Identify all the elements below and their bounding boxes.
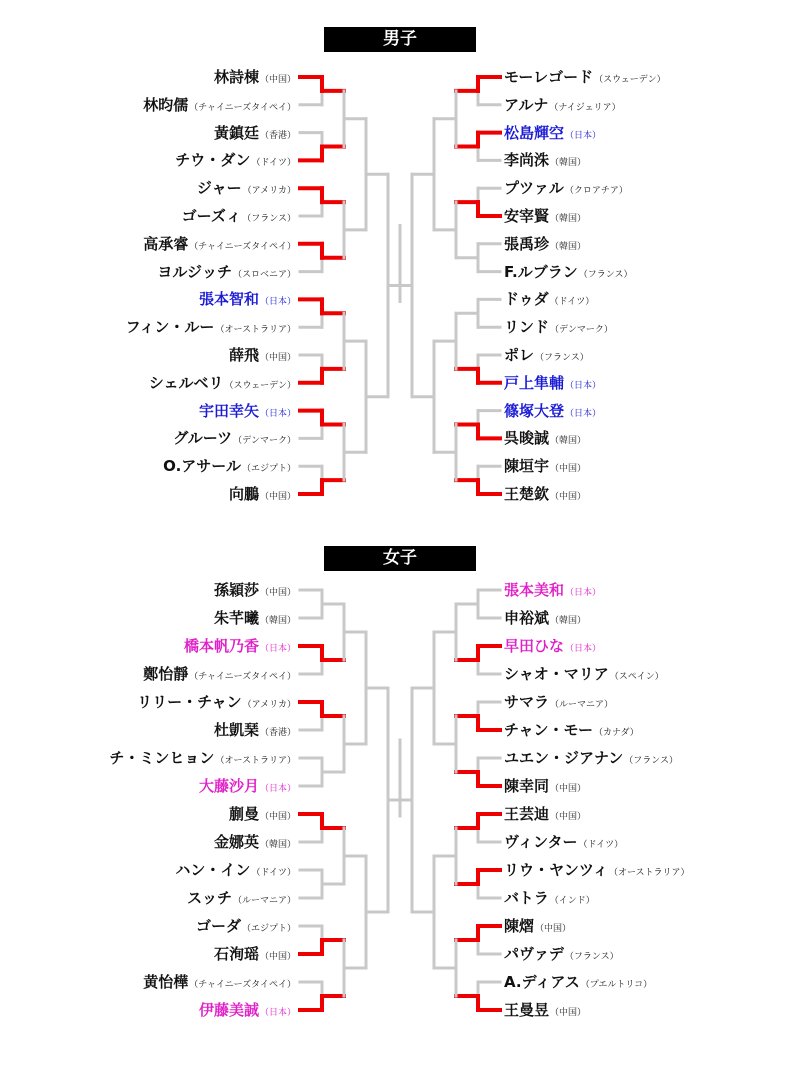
player-country: （中国） (259, 588, 296, 598)
player-country: （オーストラリア） (608, 868, 690, 878)
player-name: 戸上隼輔 (504, 373, 565, 392)
player-country: （チャイニーズタイペイ） (189, 672, 296, 682)
player-name: 石洵瑶 (213, 945, 259, 963)
player-name: シェルベリ (148, 373, 224, 392)
women-right-player (504, 692, 613, 712)
men-right-player (504, 67, 666, 87)
player-name: 林詩棟 (213, 68, 259, 86)
men-left-player (229, 484, 296, 504)
player-name: 李尚洙 (504, 151, 550, 170)
player-name: 王芸迪 (504, 805, 550, 823)
women-left-player (214, 720, 296, 740)
men-right-player (504, 234, 586, 254)
player-name: 陳熠 (504, 917, 535, 935)
player-country: （アメリカ） (242, 700, 296, 710)
men-right-player (504, 206, 586, 226)
player-name: グルーツ (173, 429, 233, 448)
player-name: チャン・モー (504, 721, 593, 739)
player-name: ヴィンター (504, 833, 578, 851)
player-name: ドゥダ (504, 290, 549, 309)
player-country: （中国） (259, 353, 296, 363)
player-name: 張禹珍 (504, 234, 550, 253)
player-name: ヨルジッチ (157, 262, 232, 281)
men-right-player (504, 484, 586, 504)
women-right-player (504, 636, 601, 656)
player-name: 黃鎮廷 (213, 123, 259, 142)
men-right-player (504, 95, 621, 115)
women-left-player (214, 608, 296, 628)
player-name: アルナ (504, 95, 549, 114)
player-country: （フランス） (535, 353, 589, 363)
men-right-player (504, 401, 601, 421)
player-country: （中国） (259, 952, 296, 962)
player-country: （香港） (259, 728, 296, 738)
men-right-player (504, 289, 594, 309)
player-name: 金娜英 (213, 833, 259, 851)
player-country: （オーストラリア） (215, 325, 296, 336)
player-country: （中国） (535, 924, 572, 934)
player-country: （中国） (550, 784, 587, 794)
player-country: （ドイツ） (251, 158, 296, 169)
player-name: 朱芊曦 (213, 609, 259, 627)
player-name: ユエン・ジアナン (504, 749, 624, 767)
player-name: 高承睿 (143, 234, 189, 253)
player-name: 薛飛 (228, 346, 259, 364)
player-name: 杜凱琹 (213, 721, 259, 739)
women-section-header: 女子 (324, 546, 476, 571)
player-name: A.ディアス (504, 973, 580, 991)
women-left-player (143, 664, 296, 684)
player-country: （日本） (565, 380, 602, 391)
women-right-player (504, 888, 595, 908)
player-country: （韓国） (550, 616, 587, 626)
player-country: （ルーマニア） (232, 896, 296, 906)
player-country: （チャイニーズタイペイ） (189, 102, 296, 113)
player-country: （エジプト） (241, 924, 296, 934)
player-country: （日本） (565, 644, 602, 654)
player-country: （クロアチア） (564, 186, 628, 197)
men-right-player (504, 345, 589, 365)
men-left-player (214, 67, 296, 87)
women-left-player (229, 804, 296, 824)
player-name: ジャー (196, 179, 242, 198)
women-right-player (504, 664, 664, 684)
player-name: リンド (504, 318, 550, 337)
player-country: （韓国） (550, 436, 587, 447)
player-country: （日本） (259, 408, 296, 419)
player-country: （日本） (565, 588, 602, 598)
men-right-player (504, 428, 586, 448)
player-name: ハン・イン (175, 861, 251, 879)
women-left-player (137, 692, 296, 712)
men-section-header: 男子 (324, 27, 476, 52)
player-name: リリー・チャン (137, 693, 242, 711)
men-right-player (504, 123, 601, 143)
women-right-player (504, 916, 571, 936)
player-name: 張本美和 (504, 581, 565, 599)
player-country: （中国） (259, 75, 296, 85)
player-country: （韓国） (550, 214, 587, 224)
player-country: （フランス） (242, 214, 296, 224)
men-right-player (504, 317, 613, 337)
men-left-player (157, 262, 296, 282)
player-name: 陳垣宇 (504, 457, 550, 476)
player-country: （インド） (549, 896, 595, 906)
player-country: （韓国） (550, 241, 587, 252)
men-left-player (175, 150, 296, 170)
player-country: （チャイニーズタイペイ） (189, 980, 296, 990)
men-left-player (173, 428, 296, 448)
player-name: スッチ (187, 889, 232, 907)
women-right-player (504, 776, 586, 796)
women-left-player (214, 944, 296, 964)
men-left-player (182, 206, 296, 226)
player-country: （ドイツ） (578, 840, 624, 850)
player-name: 松島輝空 (504, 123, 565, 142)
player-name: ゴーダ (195, 917, 241, 935)
player-name: F.ルブラン (504, 262, 578, 281)
player-country: （日本） (259, 297, 296, 308)
women-left-player (199, 776, 296, 796)
player-country: （香港） (259, 130, 296, 141)
player-name: 宇田幸矢 (198, 401, 259, 420)
player-name: O.アサール (163, 457, 241, 476)
player-name: プツァル (504, 179, 564, 198)
player-country: （中国） (259, 492, 296, 502)
player-country: （中国） (550, 1008, 587, 1018)
women-left-player (196, 916, 296, 936)
women-left-player (143, 972, 296, 992)
player-country: （日本） (565, 130, 602, 141)
player-name: 王楚欽 (504, 485, 550, 503)
men-right-player (504, 150, 586, 170)
men-right-player (504, 456, 586, 476)
player-name: パヴァデ (504, 945, 564, 963)
player-country: （デンマーク） (550, 325, 613, 336)
player-name: 向鵬 (228, 485, 259, 503)
player-country: （カナダ） (593, 728, 639, 738)
player-name: モーレゴード (504, 68, 594, 86)
women-right-player (504, 944, 619, 964)
player-name: 安宰賢 (504, 207, 550, 225)
player-country: （フランス） (564, 952, 619, 962)
player-name: 鄭怡靜 (143, 665, 189, 683)
player-name: チ・ミンヒョン (109, 749, 215, 767)
player-country: （韓国） (550, 158, 587, 169)
men-left-player (143, 234, 296, 254)
player-name: 伊藤美誠 (198, 1001, 259, 1019)
player-country: （スペイン） (609, 672, 664, 682)
women-left-player (109, 748, 296, 768)
women-right-player (504, 748, 678, 768)
player-name: 孫穎莎 (213, 581, 259, 599)
player-name: 大藤沙月 (198, 777, 259, 795)
women-left-player (199, 1000, 296, 1020)
player-country: （ドイツ） (549, 297, 595, 308)
player-country: （韓国） (259, 616, 296, 626)
player-country: （オーストラリア） (215, 756, 296, 766)
player-name: 黄怡樺 (143, 973, 189, 991)
player-country: （中国） (550, 812, 587, 822)
women-right-player (504, 832, 623, 852)
men-left-player (199, 401, 296, 421)
men-left-player (214, 123, 296, 143)
men-left-player (229, 345, 296, 365)
player-country: （フランス） (578, 269, 633, 280)
men-left-player (143, 95, 296, 115)
player-name: 呉晙誠 (504, 429, 550, 448)
player-name: 橋本帆乃香 (183, 637, 259, 655)
women-left-player (184, 636, 296, 656)
women-left-player (187, 888, 296, 908)
player-name: サマラ (504, 693, 550, 711)
player-country: （中国） (550, 464, 587, 475)
player-name: 王曼昱 (504, 1001, 550, 1019)
player-country: （日本） (259, 784, 296, 794)
player-country: （中国） (259, 812, 296, 822)
player-name: バトラ (504, 889, 549, 907)
player-name: ゴーズィ (181, 207, 242, 225)
player-name: 篠塚大登 (504, 401, 565, 420)
player-country: （日本） (259, 644, 296, 654)
player-name: リウ・ヤンツィ (504, 861, 608, 879)
men-left-player (197, 178, 296, 198)
player-country: （アメリカ） (242, 186, 296, 197)
men-left-player (126, 317, 296, 337)
player-country: （デンマーク） (233, 436, 296, 447)
women-right-player (504, 1000, 586, 1020)
player-name: チウ・ダン (175, 151, 251, 170)
men-left-player (149, 373, 296, 393)
player-country: （ナイジェリア） (549, 102, 621, 113)
player-country: （中国） (550, 492, 587, 502)
player-name: ポレ (504, 346, 535, 364)
women-right-player (504, 720, 639, 740)
player-country: （日本） (565, 408, 602, 419)
men-right-player (504, 178, 628, 198)
women-right-player (504, 580, 601, 600)
women-right-player (504, 860, 690, 880)
player-name: 早田ひな (504, 637, 565, 655)
men-right-player (504, 262, 632, 282)
player-name: 申裕斌 (504, 609, 550, 627)
women-left-player (214, 580, 296, 600)
player-country: （フランス） (624, 756, 678, 766)
player-country: （ドイツ） (251, 868, 296, 878)
player-country: （エジプト） (241, 464, 296, 475)
player-country: （スウェーデン） (224, 380, 296, 391)
women-left-player (175, 860, 296, 880)
player-name: 陳幸同 (504, 777, 550, 795)
men-left-player (199, 289, 296, 309)
player-country: （チャイニーズタイペイ） (189, 241, 296, 252)
player-name: シャオ・マリア (504, 665, 609, 683)
women-right-player (504, 972, 652, 992)
player-name: 林昀儒 (143, 95, 189, 114)
player-name: 蒯曼 (228, 805, 259, 823)
player-country: （プエルトリコ） (580, 980, 653, 990)
women-right-player (504, 608, 586, 628)
men-left-player (163, 456, 296, 476)
player-country: （韓国） (259, 840, 296, 850)
women-left-player (214, 832, 296, 852)
women-right-player (504, 804, 586, 824)
player-country: （ルーマニア） (550, 700, 614, 710)
player-country: （スウェーデン） (594, 75, 666, 85)
men-right-player (504, 373, 601, 393)
player-name: 張本智和 (198, 290, 259, 309)
player-name: フィン・ルー (125, 318, 215, 337)
player-country: （スロベニア） (232, 269, 296, 280)
player-country: （日本） (259, 1008, 296, 1018)
